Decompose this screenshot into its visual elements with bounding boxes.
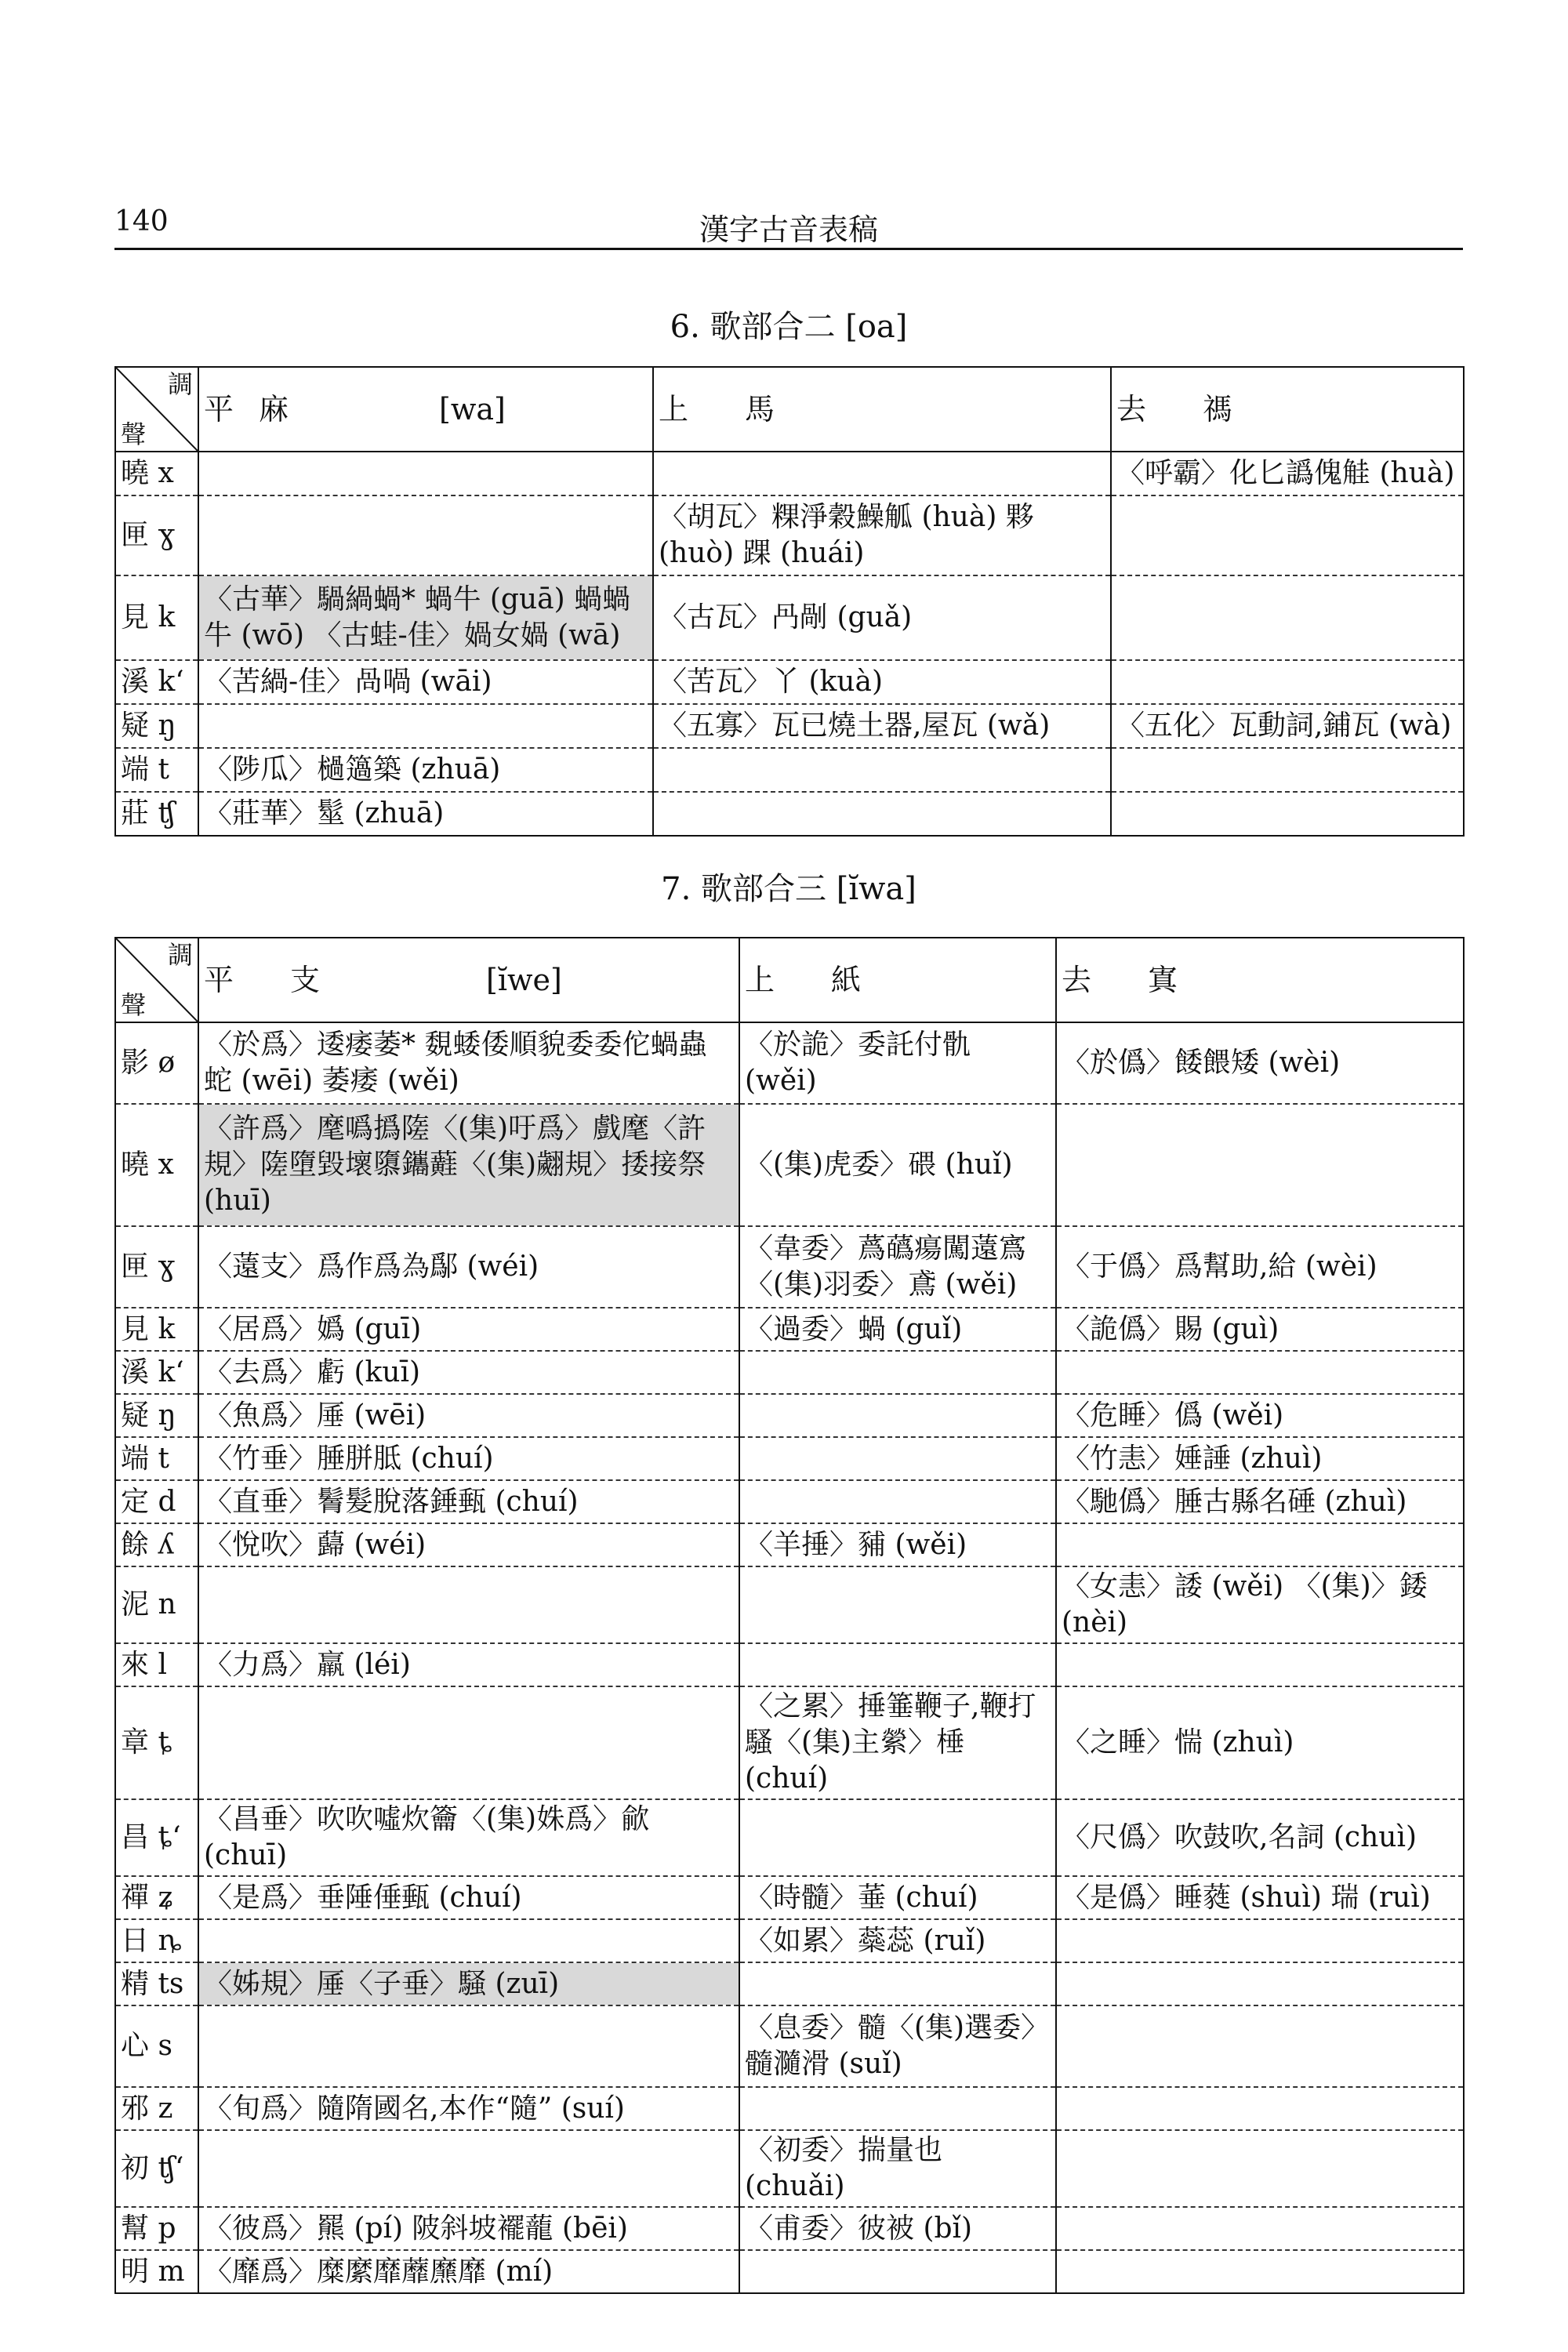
shang-cell: 〈於詭〉委託付骩 (wěi): [739, 1022, 1056, 1104]
ping-cell: [198, 2130, 739, 2207]
initial-cell: 泥 n: [115, 1566, 198, 1643]
ping-cell: 〈陟瓜〉檛簻築 (zhuā): [198, 748, 653, 792]
initial-cell: 昌 ȶʻ: [115, 1799, 198, 1876]
initial-cell: 見 k: [115, 1308, 198, 1351]
table-row: [115, 1643, 1464, 1686]
qu-cell: 〈詭僞〉賜 (guì): [1056, 1308, 1464, 1351]
qu-cell: 〈於僞〉餧餵矮 (wèi): [1056, 1022, 1464, 1104]
corner-initial-label: 聲: [121, 990, 147, 1020]
qu-cell: [1056, 2130, 1464, 2207]
tone-shang: 上: [659, 392, 689, 426]
shang-cell: 〈息委〉髓〈(集)選委〉髓瀡滑 (suǐ): [739, 2005, 1056, 2087]
qu-cell: [1111, 748, 1464, 792]
ping-cell: [198, 495, 653, 575]
table-row: [115, 1394, 1464, 1437]
ping-cell: 〈力爲〉羸 (léi): [198, 1643, 739, 1686]
shang-cell: 〈如累〉蘂蕊 (ruǐ): [739, 1919, 1056, 1962]
shang-cell: 〈時髓〉菙 (chuí): [739, 1876, 1056, 1919]
table-row: [115, 1351, 1464, 1394]
shang-cell: [653, 792, 1111, 836]
shang-cell: [739, 1799, 1056, 1876]
table-row: [115, 1686, 1464, 1799]
ping-cell: 〈姊規〉厜〈子垂〉騒 (zuī): [198, 1962, 739, 2005]
corner-tone-label: 調: [167, 369, 193, 399]
section-7-title: 7. 歌部合三 [ĭwa]: [661, 871, 916, 907]
initial-cell: 禪 ʑ: [115, 1876, 198, 1919]
initial-cell: 溪 kʻ: [115, 1351, 198, 1394]
rime-table-7: [114, 937, 1465, 2294]
ping-cell: [198, 1686, 739, 1799]
shang-cell: 〈甫委〉彼被 (bǐ): [739, 2207, 1056, 2250]
header-qu: [1111, 367, 1464, 452]
qu-cell: [1111, 792, 1464, 836]
ping-cell: 〈苦緺-佳〉咼喎 (wāi): [198, 660, 653, 704]
qu-cell: [1056, 1962, 1464, 2005]
initial-cell: 心 s: [115, 2005, 198, 2087]
qu-cell: [1056, 2005, 1464, 2087]
table-row: [115, 2207, 1464, 2250]
ping-cell: 〈薳支〉爲作爲為鄬 (wéi): [198, 1226, 739, 1308]
shang-cell: 〈苦瓦〉丫 (kuà): [653, 660, 1111, 704]
initial-cell: 溪 kʻ: [115, 660, 198, 704]
table-row: [115, 2130, 1464, 2207]
ping-cell: 〈靡爲〉糜縻靡蘼爢靡 (mí): [198, 2250, 739, 2293]
initial-cell: 端 t: [115, 1437, 198, 1480]
ping-cell: [198, 1919, 739, 1962]
initial-cell: 匣 ɣ: [115, 495, 198, 575]
shang-cell: 〈初委〉揣量也 (chuǎi): [739, 2130, 1056, 2207]
shang-cell: 〈過委〉蝸 (guǐ): [739, 1308, 1056, 1351]
ping-cell: 〈直垂〉鬌髮脫落錘甀 (chuí): [198, 1480, 739, 1523]
qu-cell: [1056, 1351, 1464, 1394]
initial-cell: 日 ȵ: [115, 1919, 198, 1962]
initial-cell: 疑 ŋ: [115, 1394, 198, 1437]
shang-cell: [739, 1394, 1056, 1437]
table-row: [115, 704, 1464, 748]
qu-cell: 〈尺僞〉吹鼓吹,名詞 (chuì): [1056, 1799, 1464, 1876]
shang-cell: [653, 452, 1111, 495]
table-7-header-row: [115, 938, 1464, 1022]
shang-cell: 〈(集)虎委〉碨 (huǐ): [739, 1104, 1056, 1226]
shang-cell: [739, 1962, 1056, 2005]
qu-cell: [1111, 575, 1464, 660]
header-shang: [739, 938, 1056, 1022]
table-6-header-row: [115, 367, 1464, 452]
qu-cell: [1056, 2250, 1464, 2293]
initial-cell: 端 t: [115, 748, 198, 792]
qu-cell: [1111, 495, 1464, 575]
qu-cell: [1111, 660, 1464, 704]
initial-cell: 邪 z: [115, 2087, 198, 2130]
ping-cell: 〈彼爲〉羆 (pí) 陂斜坡襬蘢 (bēi): [198, 2207, 739, 2250]
ping-cell: [198, 2005, 739, 2087]
qu-cell: [1056, 1643, 1464, 1686]
ping-cell: 〈居爲〉嬀 (guī): [198, 1308, 739, 1351]
ping-cell: 〈魚爲〉厜 (wēi): [198, 1394, 739, 1437]
header-qu: [1056, 938, 1464, 1022]
ping-cell: [198, 704, 653, 748]
initial-cell: 影 ø: [115, 1022, 198, 1104]
ping-cell: 〈是爲〉垂陲倕甀 (chuí): [198, 1876, 739, 1919]
qu-cell: 〈竹恚〉娷諈 (zhuì): [1056, 1437, 1464, 1480]
qu-cell: 〈于僞〉爲幫助,給 (wèi): [1056, 1226, 1464, 1308]
table-row: [115, 660, 1464, 704]
initial-cell: 明 m: [115, 2250, 198, 2293]
rime-qu: 禡: [1203, 392, 1233, 426]
initial-cell: 來 l: [115, 1643, 198, 1686]
qu-cell: 〈是僞〉睡蕤 (shuì) 瑞 (ruì): [1056, 1876, 1464, 1919]
table-row: [115, 1022, 1464, 1104]
ping-cell: 〈於爲〉逶痿萎* 覣蜲倭順貌委委佗蝸蟲蛇 (wēi) 萎痿 (wěi): [198, 1022, 739, 1104]
shang-cell: 〈韋委〉蔿蘤瘍闖薳寪 〈(集)羽委〉鳶 (wěi): [739, 1226, 1056, 1308]
table-row: [115, 748, 1464, 792]
qu-cell: [1056, 1104, 1464, 1226]
tone-ping: 平: [204, 392, 234, 426]
ping-cell: 〈許爲〉麾噅撝隓〈(集)吁爲〉戲麾〈許規〉隓墮毀壞隳鑴蘳〈(集)翽規〉捼接祭 (huī): [198, 1104, 739, 1226]
phonetic-ping: [ĭwe]: [486, 963, 562, 997]
table-row: [115, 1919, 1464, 1962]
tone-initial-corner: [115, 938, 198, 1022]
qu-cell: [1056, 2207, 1464, 2250]
tone-shang: 上: [745, 963, 775, 997]
shang-cell: 〈古瓦〉冎剮 (guǎ): [653, 575, 1111, 660]
qu-cell: [1056, 1523, 1464, 1566]
rime-ping: 支: [290, 963, 321, 997]
tone-qu: 去: [1062, 963, 1092, 997]
shang-cell: 〈胡瓦〉粿淨穀鱢觚 (huà) 夥 (huò) 踝 (huái): [653, 495, 1111, 575]
table-row: [115, 1523, 1464, 1566]
shang-cell: [739, 1566, 1056, 1643]
ping-cell: 〈昌垂〉吹吹噓炊籥〈(集)姝爲〉歈 (chuī): [198, 1799, 739, 1876]
ping-cell: [198, 1566, 739, 1643]
ping-cell: [198, 452, 653, 495]
table-row: [115, 452, 1464, 495]
shang-cell: 〈之累〉捶箠鞭子,鞭打騷〈(集)主縈〉棰 (chuí): [739, 1686, 1056, 1799]
shang-cell: [739, 1643, 1056, 1686]
table-row: [115, 1104, 1464, 1226]
table-row: [115, 575, 1464, 660]
table-row: [115, 1308, 1464, 1351]
initial-cell: 匣 ɣ: [115, 1226, 198, 1308]
rime-ping: 麻: [259, 392, 289, 426]
table-row: [115, 1876, 1464, 1919]
table-row: [115, 792, 1464, 836]
corner-tone-label: 調: [167, 940, 193, 970]
initial-cell: 初 ʧʻ: [115, 2130, 198, 2207]
qu-cell: 〈女恚〉諉 (wěi) 〈(集)〉錗 (nèi): [1056, 1566, 1464, 1643]
initial-cell: 莊 ʧ: [115, 792, 198, 836]
shang-cell: [739, 1351, 1056, 1394]
shang-cell: [739, 2250, 1056, 2293]
qu-cell: 〈馳僞〉腄古縣名硾 (zhuì): [1056, 1480, 1464, 1523]
qu-cell: [1056, 2087, 1464, 2130]
table-row: [115, 1480, 1464, 1523]
rime-table-6: [114, 366, 1465, 837]
header-ping: [198, 367, 653, 452]
shang-cell: [739, 1437, 1056, 1480]
shang-cell: 〈羊捶〉豧 (wěi): [739, 1523, 1056, 1566]
table-row: [115, 2005, 1464, 2087]
rime-shang: 紙: [831, 963, 862, 997]
initial-cell: 曉 x: [115, 1104, 198, 1226]
table-row: [115, 2250, 1464, 2293]
initial-cell: 幫 p: [115, 2207, 198, 2250]
table-row: [115, 1437, 1464, 1480]
qu-cell: 〈之睡〉惴 (zhuì): [1056, 1686, 1464, 1799]
initial-cell: 曉 x: [115, 452, 198, 495]
shang-cell: [739, 2087, 1056, 2130]
initial-cell: 精 ts: [115, 1962, 198, 2005]
rime-qu: 寘: [1148, 963, 1178, 997]
running-head: [114, 204, 1463, 250]
shang-cell: [739, 1480, 1056, 1523]
shang-cell: [653, 748, 1111, 792]
table-row: [115, 1799, 1464, 1876]
phonetic-ping: [wa]: [439, 392, 506, 426]
ping-cell: 〈旬爲〉隨隋國名,本作“隨” (suí): [198, 2087, 739, 2130]
initial-cell: 定 d: [115, 1480, 198, 1523]
ping-cell: 〈竹垂〉腄胼胝 (chuí): [198, 1437, 739, 1480]
qu-cell: 〈五化〉瓦動詞,鋪瓦 (wà): [1111, 704, 1464, 748]
initial-cell: 章 ȶ: [115, 1686, 198, 1799]
qu-cell: 〈危睡〉僞 (wěi): [1056, 1394, 1464, 1437]
corner-initial-label: 聲: [121, 419, 147, 449]
tone-qu: 去: [1116, 392, 1147, 426]
ping-cell: 〈莊華〉髽 (zhuā): [198, 792, 653, 836]
table-row: [115, 495, 1464, 575]
tone-initial-corner: [115, 367, 198, 452]
table-row: [115, 2087, 1464, 2130]
ping-cell: 〈悅吹〉蘬 (wéi): [198, 1523, 739, 1566]
rime-shang: 馬: [745, 392, 775, 426]
table-row: [115, 1962, 1464, 2005]
book-title: 漢字古音表稿: [699, 212, 878, 247]
page-number: 140: [114, 205, 169, 238]
header-ping: [198, 938, 739, 1022]
ping-cell: 〈古華〉騧緺蝸* 蝸牛 (guā) 蝸蝸牛 (wō) 〈古蛙-佳〉媧女媧 (wā): [198, 575, 653, 660]
section-6-title: 6. 歌部合二 [oa]: [670, 309, 908, 345]
header-shang: [653, 367, 1111, 452]
ping-cell: 〈去爲〉虧 (kuī): [198, 1351, 739, 1394]
tone-ping: 平: [204, 963, 234, 997]
initial-cell: 餘 ʎ: [115, 1523, 198, 1566]
initial-cell: 見 k: [115, 575, 198, 660]
table-row: [115, 1226, 1464, 1308]
initial-cell: 疑 ŋ: [115, 704, 198, 748]
table-row: [115, 1566, 1464, 1643]
qu-cell: 〈呼霸〉化匕譌傀觟 (huà): [1111, 452, 1464, 495]
qu-cell: [1056, 1919, 1464, 1962]
shang-cell: 〈五寡〉瓦已燒土器,屋瓦 (wǎ): [653, 704, 1111, 748]
